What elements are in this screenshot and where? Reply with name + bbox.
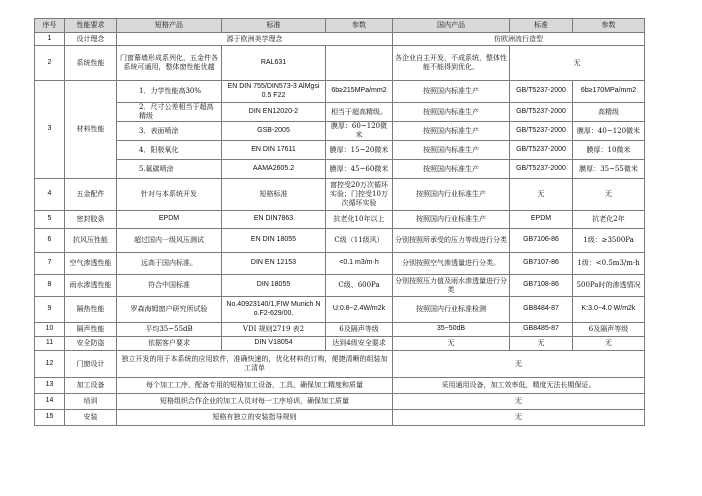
cell-product-a: 独立开发的用于本系统的应用软件，准确快速的，优化材料的订购，便捷清晰的组装加工清单 — [117, 351, 393, 378]
cell-product-b: 按照国内行业标准检测 — [393, 297, 510, 323]
cell-product-b: 35~50dB — [393, 323, 510, 337]
cell-standard-b: GB/T5237-2000 — [510, 122, 573, 141]
row-requirement: 设计理念 — [65, 33, 117, 46]
table-row — [35, 275, 645, 297]
cell-standard-b: GB8484-87 — [510, 297, 573, 323]
cell-param-b: 1级：<0.5m3/m·h — [573, 253, 645, 275]
cell-standard-a: VDI 规则2719 表2 — [222, 323, 326, 337]
row-number: 8 — [35, 275, 65, 297]
row-number: 9 — [35, 297, 65, 323]
cell-product-a: 门窗幕墙形成系列化，五金件各系统可通用，整体窗性能优越 — [117, 46, 222, 81]
cell-standard-a: DIN EN 12153 — [222, 253, 326, 275]
cell-param-a: 膜厚：45~60微米 — [326, 160, 393, 179]
cell-product-b: 分别按照压力值及雨水渗透量进行分类 — [393, 275, 510, 297]
cell-product-b: 无 — [393, 351, 645, 378]
cell-product-b: 按照国内行业标准生产 — [393, 179, 510, 211]
table-row — [35, 33, 645, 46]
table-row — [35, 103, 645, 122]
cell-product-b: 按照国内行业标准生产 — [393, 211, 510, 229]
row-requirement: 抗风压性能 — [65, 229, 117, 253]
cell-param-b: 6b≥170MPa/mm2 — [573, 81, 645, 103]
row-requirement: 加工设备 — [65, 378, 117, 394]
cell-standard-a: DIN 18055 — [222, 275, 326, 297]
cell-product-b: 按照国内标准生产 — [393, 103, 510, 122]
table-row — [35, 297, 645, 323]
cell-product-a: 1．力学性能高30% — [117, 81, 222, 103]
header-no: 序号 — [35, 19, 65, 33]
row-requirement: 安全防盗 — [65, 337, 117, 351]
row-requirement: 密封胶条 — [65, 211, 117, 229]
row-requirement: 空气渗透性能 — [65, 253, 117, 275]
cell-param-a — [326, 46, 393, 81]
cell-standard-b: 无 — [510, 179, 573, 211]
cell-param-a: <0.1 m3/m·h — [326, 253, 393, 275]
header-param-b: 参数 — [573, 19, 645, 33]
cell-param-a: U:0.8~2.4W/m2k — [326, 297, 393, 323]
cell-standard-b: GB7106-86 — [510, 229, 573, 253]
cell-product-a: 短格组织合作企业的加工人员对每一工序培训，确保加工质量 — [117, 394, 393, 410]
cell-param-b: 无 — [573, 337, 645, 351]
row-requirement: 材料性能 — [65, 81, 117, 179]
table-row — [35, 229, 645, 253]
cell-param-a: 相当于超高精级。 — [326, 103, 393, 122]
comparison-table — [34, 18, 645, 426]
header-row — [35, 19, 645, 33]
cell-param-b: 膜厚：35~55微米 — [573, 160, 645, 179]
cell-param-b: 500Pa时的渗透情况 — [573, 275, 645, 297]
cell-product-a: 每个加工工序，配备专用的短格加工设备，工具，确保加工精度和质量 — [117, 378, 393, 394]
cell-product-b: 无 — [393, 337, 510, 351]
cell-product-a: EPDM — [117, 211, 222, 229]
cell-design-b: 仿欧洲流行造型 — [393, 33, 645, 46]
cell-product-a: 符合中国标准 — [117, 275, 222, 297]
table-row — [35, 81, 645, 103]
cell-product-b: 按照国内标准生产 — [393, 160, 510, 179]
cell-param-a: 膜厚：15~20微米 — [326, 141, 393, 160]
row-requirement: 雨水渗透性能 — [65, 275, 117, 297]
cell-product-b: 采用通用设备，加工效率低，精度无法长期保证。 — [393, 378, 645, 394]
table-row — [35, 394, 645, 410]
row-number: 7 — [35, 253, 65, 275]
row-number: 1 — [35, 33, 65, 46]
table-row — [35, 122, 645, 141]
cell-standard-b: EPDM — [510, 211, 573, 229]
row-number: 4 — [35, 179, 65, 211]
row-requirement: 安装 — [65, 410, 117, 426]
cell-product-b: 无 — [393, 394, 645, 410]
table-row — [35, 141, 645, 160]
cell-product-b: 分别按照空气渗透量进行分类。 — [393, 253, 510, 275]
cell-product-a: 罗森海姆窗户研究所试验 — [117, 297, 222, 323]
table-row — [35, 410, 645, 426]
cell-param-a: 抗老化10年以上 — [326, 211, 393, 229]
cell-standard-a: EN DIN 755/DIN573-3 AlMgsi 0.5 F22 — [222, 81, 326, 103]
cell-standard-a: 短格标准 — [222, 179, 326, 211]
cell-product-a: 平均35~55dB — [117, 323, 222, 337]
cell-standard-b: GB8485-87 — [510, 323, 573, 337]
row-requirement: 门窗设计 — [65, 351, 117, 378]
cell-standard-b: GB/T5237-2000 — [510, 81, 573, 103]
cell-standard-b: GB/T5237-2000 — [510, 103, 573, 122]
cell-std-param-b: 无 — [510, 46, 645, 81]
header-requirement: 性能要求 — [65, 19, 117, 33]
cell-standard-b: GB7108-86 — [510, 275, 573, 297]
row-requirement: 五金配件 — [65, 179, 117, 211]
cell-product-b: 按照国内标准生产 — [393, 81, 510, 103]
row-number: 11 — [35, 337, 65, 351]
row-number: 2 — [35, 46, 65, 81]
cell-product-b: 无 — [393, 410, 645, 426]
row-number: 10 — [35, 323, 65, 337]
cell-param-a: 膜厚：60~120微米 — [326, 122, 393, 141]
header-param-a: 参数 — [326, 19, 393, 33]
cell-product-a: 针对与本系统开发 — [117, 179, 222, 211]
row-number: 5 — [35, 211, 65, 229]
cell-design-a: 源于欧洲美学理念 — [117, 33, 393, 46]
cell-standard-a: EN DIN 18055 — [222, 229, 326, 253]
cell-product-a: 短格有独立的安装指导规则 — [117, 410, 393, 426]
cell-param-b: 高精级 — [573, 103, 645, 122]
cell-param-b: 膜厚：40~120微米 — [573, 122, 645, 141]
row-number: 12 — [35, 351, 65, 378]
cell-param-a: 达到4级安全要求 — [326, 337, 393, 351]
table-row — [35, 378, 645, 394]
cell-product-a: 依据客户要求 — [117, 337, 222, 351]
cell-param-b: 6及隔声等级 — [573, 323, 645, 337]
cell-standard-a: AAMA2605.2 — [222, 160, 326, 179]
cell-param-a: 窗控受20万次循环实验；门控受10万次循环实验 — [326, 179, 393, 211]
cell-param-b: 抗老化2年 — [573, 211, 645, 229]
table-row — [35, 253, 645, 275]
table-row — [35, 46, 645, 81]
row-number: 14 — [35, 394, 65, 410]
table-row — [35, 337, 645, 351]
table-row — [35, 160, 645, 179]
cell-param-b: 膜厚：10微米 — [573, 141, 645, 160]
cell-param-b: 1级：≥3500Pa — [573, 229, 645, 253]
cell-param-a: C级（11级风） — [326, 229, 393, 253]
cell-standard-a: No.40923140/1,FIW Munich No.F2-629/00. — [222, 297, 326, 323]
row-number: 13 — [35, 378, 65, 394]
cell-product-a: 2．尺寸公差相当于超高精级 — [117, 103, 222, 122]
cell-param-b: K:3.0~4.0 W/m2k — [573, 297, 645, 323]
cell-product-b: 各企业自主开发，不成系统，整体性能不能得到优化。 — [393, 46, 510, 81]
cell-param-a: 6b≥215MPa/mm2 — [326, 81, 393, 103]
row-requirement: 隔声性能 — [65, 323, 117, 337]
header-standard-a: 标准 — [222, 19, 326, 33]
cell-product-a: 远高于国内标准。 — [117, 253, 222, 275]
cell-standard-b: GB/T5237-2000 — [510, 160, 573, 179]
cell-product-a: 超过国内一级风压测试 — [117, 229, 222, 253]
header-standard-b: 标准 — [510, 19, 573, 33]
cell-product-a: 5.氟碳喷涂 — [117, 160, 222, 179]
cell-product-a: 3．表面喷涂 — [117, 122, 222, 141]
table-row — [35, 179, 645, 211]
cell-standard-a: DIN V18054 — [222, 337, 326, 351]
table-row — [35, 323, 645, 337]
row-number: 3 — [35, 81, 65, 179]
header-product-b: 国内产品 — [393, 19, 510, 33]
row-number: 6 — [35, 229, 65, 253]
cell-product-b: 按照国内标准生产 — [393, 141, 510, 160]
cell-param-a: C级、600Pa — [326, 275, 393, 297]
cell-product-b: 分别按照所承受的压力等级进行分类 — [393, 229, 510, 253]
table-row — [35, 351, 645, 378]
cell-param-a: 6及隔声等级 — [326, 323, 393, 337]
cell-param-b: 无 — [573, 179, 645, 211]
cell-standard-b: 无 — [510, 337, 573, 351]
row-number: 15 — [35, 410, 65, 426]
row-requirement: 系统性能 — [65, 46, 117, 81]
cell-standard-b: GB/T5237-2000 — [510, 141, 573, 160]
cell-standard-a: DIN EN12020-2 — [222, 103, 326, 122]
cell-standard-a: GSB-2005 — [222, 122, 326, 141]
table-row — [35, 211, 645, 229]
row-requirement: 隔热性能 — [65, 297, 117, 323]
cell-product-a: 4．阳极氧化 — [117, 141, 222, 160]
cell-product-b: 按照国内标准生产 — [393, 122, 510, 141]
cell-standard-b: GB7107-86 — [510, 253, 573, 275]
cell-standard-a: RAL631 — [222, 46, 326, 81]
header-product-a: 短格产品 — [117, 19, 222, 33]
row-requirement: 培训 — [65, 394, 117, 410]
cell-standard-a: EN DIN7863 — [222, 211, 326, 229]
cell-standard-a: EN DIN 17611 — [222, 141, 326, 160]
